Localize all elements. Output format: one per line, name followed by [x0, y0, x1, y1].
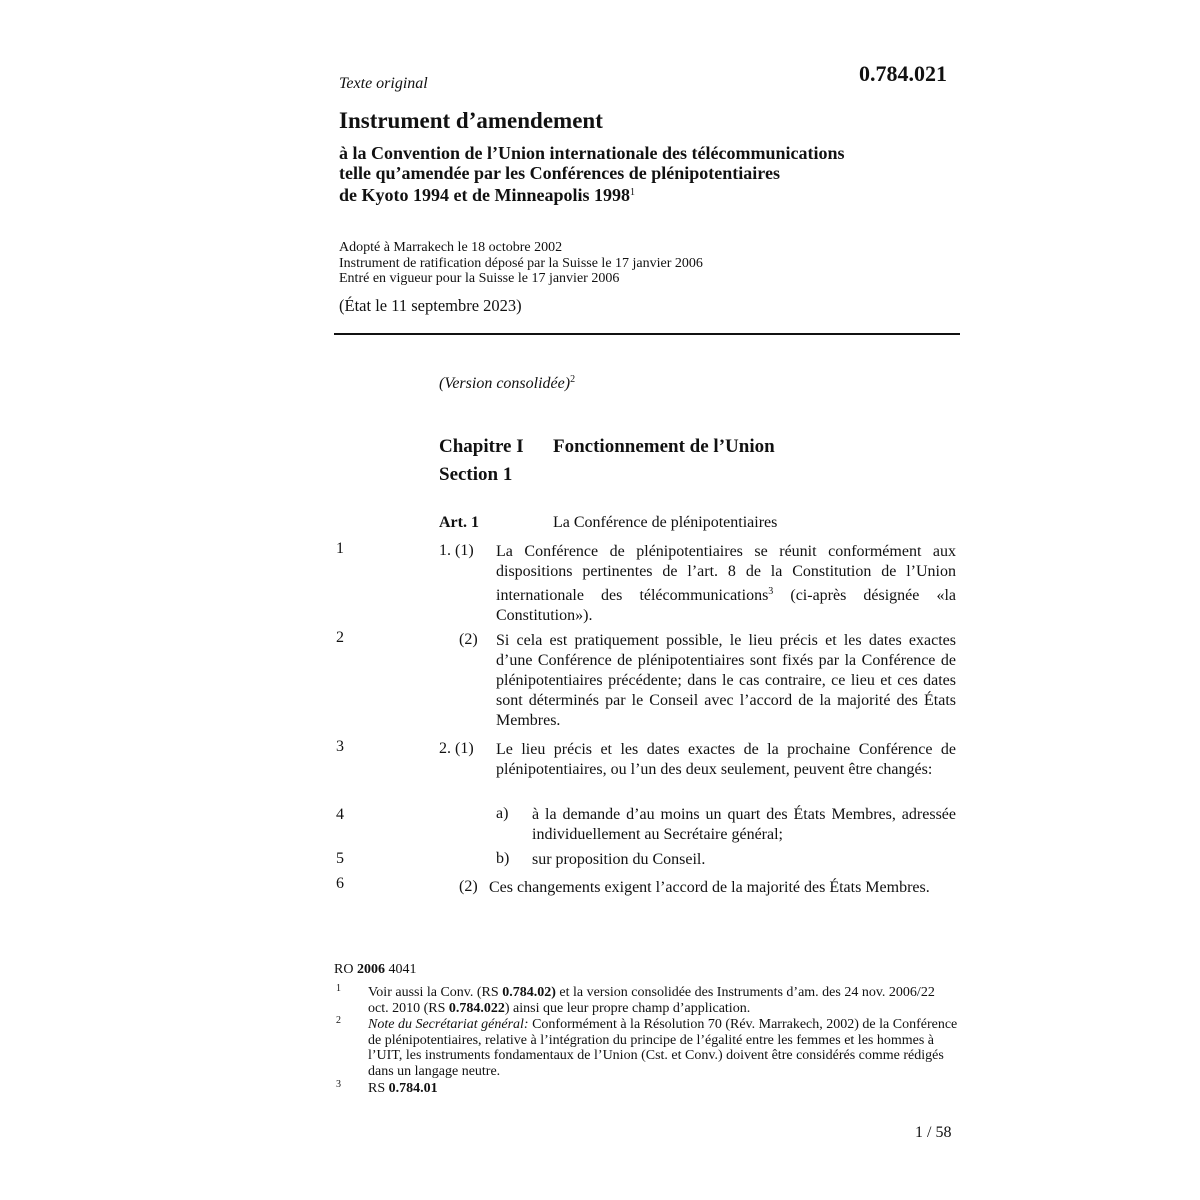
rs-number: 0.784.021 [859, 61, 947, 86]
section-heading: Section 1 [439, 464, 513, 485]
subtitle-line: à la Convention de l’Union internationale des télécommunications [339, 143, 845, 163]
footnote-text: RS 0.784.01 [368, 1081, 438, 1096]
state-date: (État le 11 septembre 2023) [339, 296, 522, 315]
margin-number: 6 [336, 875, 344, 892]
page-number: 1 / 58 [915, 1124, 952, 1141]
header-divider [334, 333, 960, 335]
footnote-number: 1 [336, 983, 341, 994]
footnote-ref-2[interactable]: 2 [570, 374, 576, 385]
paragraph-text: Si cela est pratiquement possible, le lieu précis et les dates exactes d’une Conférence de plénipotentiaires sont fixés par la Conférence de plénipotentiaires précédente; dans le cas contraire, ce lieu et ces dates sont déterminés par le Conseil avec l’accord de la majorité des États Membres. [496, 632, 956, 729]
paragraph-label: 2. (1) [439, 740, 474, 757]
paragraph-label: 1. (1) [439, 542, 474, 559]
subtitle-line: telle qu’amendée par les Conférences de plénipotentiaires [339, 163, 780, 183]
texte-original-label: Texte original [339, 75, 428, 92]
article-number: Art. 1 [439, 514, 479, 531]
footnote-ref-1[interactable]: 1 [630, 187, 635, 198]
footnote-ref-3[interactable]: 3 [768, 586, 774, 597]
margin-number: 3 [336, 738, 344, 755]
list-item-label: b) [496, 850, 510, 867]
article-title: La Conférence de plénipotentiaires [553, 514, 778, 531]
chapter-label: Chapitre I [439, 436, 524, 457]
footnote-number: 2 [336, 1015, 341, 1026]
adopted-line: Adopté à Marrakech le 18 octobre 2002 [339, 240, 563, 255]
list-item-label: a) [496, 805, 509, 822]
adoption-info [339, 240, 703, 287]
in-force-line: Entré en vigueur pour la Suisse le 17 janvier 2006 [339, 271, 620, 286]
ro-reference: RO 2006 4041 [334, 962, 417, 977]
paragraph-text: La Conférence de plénipotentiaires se réunit conformément aux dispositions pertinentes de l’art. 8 de la Constitution de l’Union internationale des télécommunications$^3$ (ci-après désignée «la Constitution»). [496, 543, 957, 624]
chapter-heading [439, 436, 775, 458]
footnote-text: Note du Secrétariat général: Conformément à la Résolution 70 (Rév. Marrakech, 2002) de la Conférence de plénipotentiaires, relative à l’intégration du principe de l’égalité entre les femmes et les hommes à l’UIT, les instruments fondamentaux de l’Union (Cst. et Conv.) doivent être considérés comme rédigés dans un langage neutre. [368, 1017, 958, 1079]
paragraph-label: (2) [459, 878, 478, 895]
document-title: Instrument d’amendement [339, 108, 603, 133]
paragraph-text: Le lieu précis et les dates exactes de la prochaine Conférence de plénipotentiaires, ou l’un des deux seulement, peuvent être changés: [496, 741, 956, 778]
margin-number: 5 [336, 850, 344, 867]
list-item-text: à la demande d’au moins un quart des États Membres, adressée individuellement au Secrétaire général; [532, 806, 956, 843]
margin-number: 1 [336, 540, 344, 557]
chapter-title: Fonctionnement de l’Union [553, 436, 775, 457]
subtitle-line: de Kyoto 1994 et de Minneapolis 1998$^1$ [339, 185, 635, 205]
list-item-text: sur proposition du Conseil. [532, 851, 706, 868]
margin-number: 4 [336, 806, 344, 823]
margin-number: 2 [336, 629, 344, 646]
ratification-line: Instrument de ratification déposé par la Suisse le 17 janvier 2006 [339, 255, 703, 271]
document-subtitle [339, 143, 845, 205]
footnote-number: 3 [336, 1079, 341, 1090]
footnote-text: Voir aussi la Conv. (RS 0.784.02) et la version consolidée des Instruments d’am. des 24 nov. 2006/22 oct. 2010 (RS 0.784.022) ainsi que leur propre champ d’application. [368, 985, 935, 1016]
consolidated-version-note: (Version consolidée)$^2$ [439, 374, 576, 392]
paragraph-label: (2) [459, 631, 478, 648]
paragraph-6-text: Ces changements exigent l’accord de la majorité des États Membres. [489, 879, 930, 896]
